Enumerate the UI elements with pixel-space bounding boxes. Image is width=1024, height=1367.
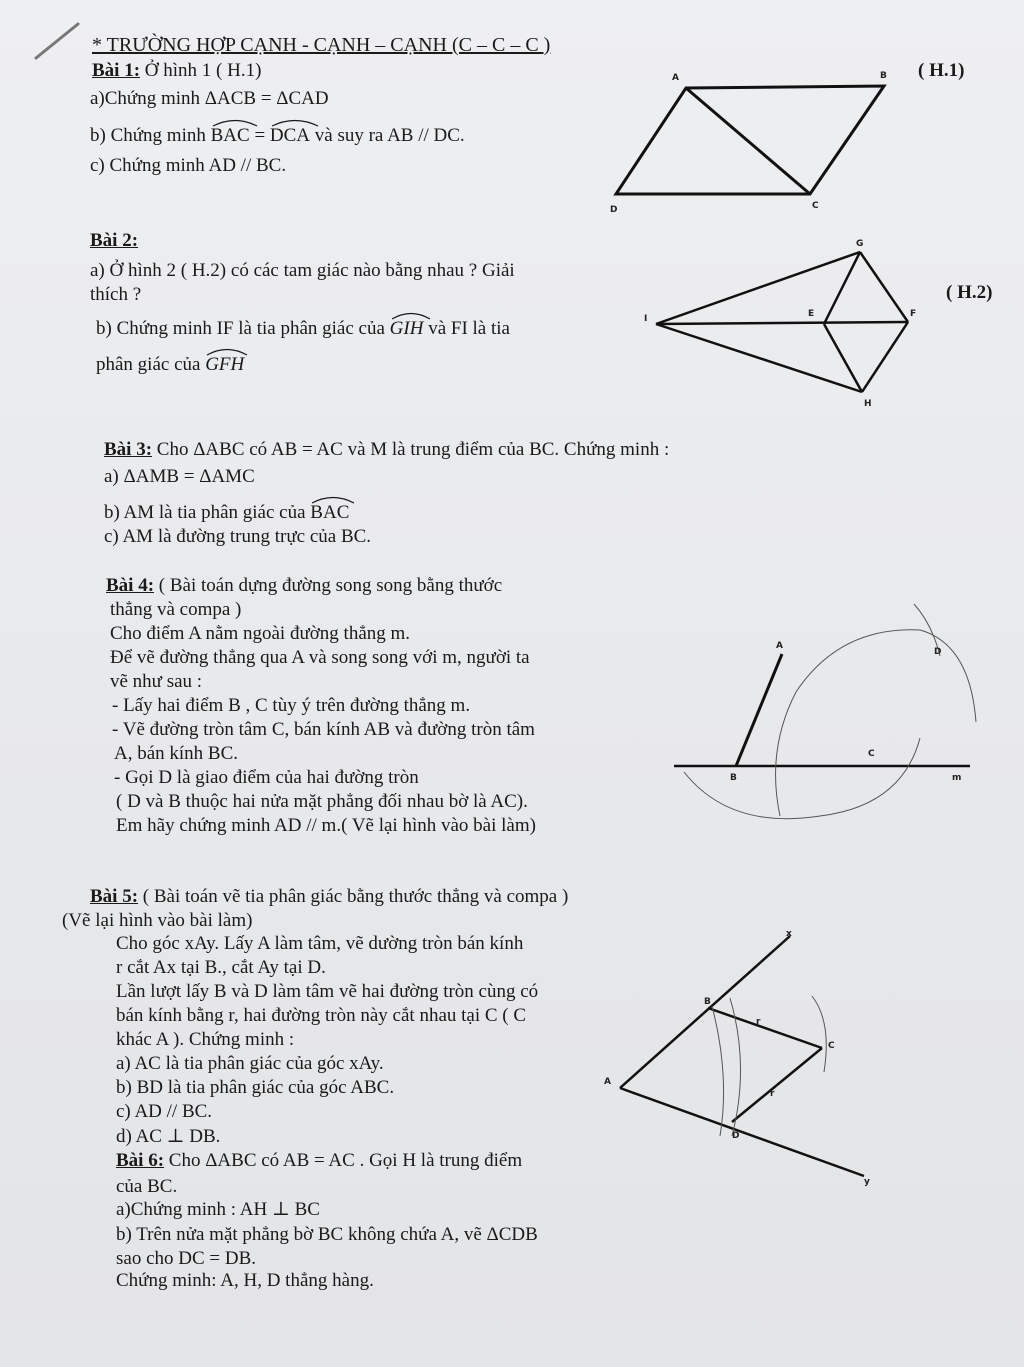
bai5-line-0 xyxy=(90,886,568,908)
bai5-line-7: a) AC là tia phân giác của góc xAy. xyxy=(116,1053,384,1074)
bai3-c: c) AM là đường trung trực của BC. xyxy=(104,526,372,547)
bai2-angle-gih: GIH xyxy=(389,318,424,339)
bai1-heading xyxy=(92,60,261,82)
bai1-b xyxy=(90,125,465,147)
bai5-line-2: Cho góc xAy. Lấy A làm tâm, vẽ dường tròn bán kính xyxy=(116,933,524,954)
h2-point-h: H xyxy=(864,399,872,409)
bai2-b-line2 xyxy=(96,354,244,376)
h2-point-f: F xyxy=(910,309,917,319)
bai4-line-m: m xyxy=(952,773,962,783)
bai4-line-5: - Lấy hai điểm B , C tùy ý trên đường thẳng m. xyxy=(112,695,471,716)
pencil-mark xyxy=(32,18,84,62)
bai3-angle-bac: BAC xyxy=(310,502,350,523)
bai4-line-1: thẳng và compa ) xyxy=(110,599,242,620)
bai4-line-10: Em hãy chứng minh AD // m.( Vẽ lại hình vào bài làm) xyxy=(116,815,536,836)
bai5-radius-label-2: r xyxy=(770,1089,775,1099)
bai1-angle-dca: DCA xyxy=(269,125,311,146)
h2-point-i: I xyxy=(644,314,648,324)
bai4-line-2: Cho điểm A nằm ngoài đường thẳng m. xyxy=(110,623,411,644)
bai4-line-3: Để vẽ đường thẳng qua A và song song với m, người ta xyxy=(110,647,530,668)
bai4-point-a: A xyxy=(776,641,783,651)
bai1-angle-bac: BAC xyxy=(210,125,250,146)
bai2-b-pre: b) Chứng minh IF là tia phân giác của xyxy=(96,318,390,339)
angle-arc xyxy=(310,494,356,504)
bai4-line-7: A, bán kính BC. xyxy=(114,743,239,764)
bai1-a: a)Chứng minh ΔACB = ΔCAD xyxy=(90,88,329,109)
bai2-b-line1 xyxy=(96,318,510,340)
angle-arc xyxy=(205,346,249,356)
bai1-c: c) Chứng minh AD // BC. xyxy=(90,155,287,176)
bai5-point-d: D xyxy=(732,1131,740,1141)
bai5-line-6: khác A ). Chứng minh : xyxy=(116,1029,295,1050)
bai5-point-b: B xyxy=(704,997,711,1007)
bai3-b-pre: b) AM là tia phân giác của xyxy=(104,502,311,523)
bai4-point-c: C xyxy=(868,749,875,759)
figure-bai4 xyxy=(670,600,990,840)
bai5-line-9: c) AD // BC. xyxy=(116,1101,213,1122)
h2-point-e: E xyxy=(808,309,815,319)
bai6-line-5: Chứng minh: A, H, D thẳng hàng. xyxy=(116,1270,374,1291)
bai6-text-0: Cho ΔABC có AB = AC . Gọi H là trung điểm xyxy=(164,1150,523,1171)
bai4-line-4: vẽ như sau : xyxy=(110,671,203,692)
bai5-line-10: d) AC ⊥ DB. xyxy=(116,1126,221,1147)
bai3-a: a) ΔAMB = ΔAMC xyxy=(104,466,255,487)
bai5-ray-y: y xyxy=(864,1177,870,1187)
bai3-b xyxy=(104,502,349,524)
bai1-b-post: và suy ra AB // DC. xyxy=(310,125,465,146)
bai1-intro: Ở hình 1 ( H.1) xyxy=(140,60,262,81)
h1-point-b: B xyxy=(880,71,887,81)
figure-h1 xyxy=(600,66,900,216)
angle-arc xyxy=(270,117,320,127)
bai6-line-2: a)Chứng minh : AH ⊥ BC xyxy=(116,1199,320,1220)
bai4-title: Bài 4: xyxy=(106,575,155,596)
bai3-title: Bài 3: xyxy=(104,439,153,460)
bai2-b2-pre: phân giác của xyxy=(96,354,206,375)
bai3-intro: Cho ΔABC có AB = AC và M là trung điểm của BC. Chứng minh : xyxy=(152,439,670,460)
h2-point-g: G xyxy=(856,239,864,249)
bai5-title: Bài 5: xyxy=(90,886,139,907)
bai4-point-b: B xyxy=(730,773,737,783)
bai4-line-6: - Vẽ đường tròn tâm C, bán kính AB và đường tròn tâm xyxy=(112,719,535,740)
bai1-title: Bài 1: xyxy=(92,60,141,81)
bai5-line-5: bán kính bằng r, hai đường tròn này cắt nhau tại C ( C xyxy=(116,1005,527,1026)
worksheet-header: * TRƯỜNG HỢP CẠNH - CẠNH – CẠNH (C – C – C ) xyxy=(92,34,551,56)
bai4-text-0: ( Bài toán dựng đường song song bằng thước xyxy=(154,575,503,596)
bai5-text-0: ( Bài toán vẽ tia phân giác bằng thước thẳng và compa ) xyxy=(138,886,569,907)
figure-label-h1: ( H.1) xyxy=(918,60,965,81)
bai5-line-1: (Vẽ lại hình vào bài làm) xyxy=(62,910,253,931)
bai2-a-line1: a) Ở hình 2 ( H.2) có các tam giác nào bằng nhau ? Giải xyxy=(90,260,515,281)
bai2-angle-gfh: GFH xyxy=(205,354,245,375)
h1-point-c: C xyxy=(812,201,819,211)
bai6-line-0 xyxy=(116,1150,522,1172)
bai5-point-c: C xyxy=(828,1041,835,1051)
bai2-b-post: và FI là tia xyxy=(423,318,510,339)
figure-bai5 xyxy=(600,926,900,1186)
angle-arc xyxy=(211,117,259,127)
bai1-b-pre: b) Chứng minh xyxy=(90,125,211,146)
figure-label-h2: ( H.2) xyxy=(946,282,993,303)
bai4-line-8: - Gọi D là giao điểm của hai đường tròn xyxy=(114,767,419,788)
bai3-heading xyxy=(104,439,669,461)
bai6-line-1: của BC. xyxy=(116,1176,178,1197)
bai4-line-0 xyxy=(106,575,502,597)
bai6-title: Bài 6: xyxy=(116,1150,165,1171)
bai2-a-line2: thích ? xyxy=(90,284,142,305)
bai6-line-3: b) Trên nửa mặt phẳng bờ BC không chứa A, vẽ ΔCDB xyxy=(116,1224,538,1245)
angle-arc xyxy=(390,310,432,320)
bai1-b-eq: = xyxy=(249,125,270,146)
bai4-point-d: D xyxy=(934,647,942,657)
bai5-radius-label-1: r xyxy=(756,1017,761,1027)
bai2-title: Bài 2: xyxy=(90,230,139,251)
h1-point-a: A xyxy=(672,73,679,83)
bai5-line-4: Lần lượt lấy B và D làm tâm vẽ hai đường tròn cùng có xyxy=(116,981,539,1002)
bai5-point-a: A xyxy=(604,1077,611,1087)
bai4-line-9: ( D và B thuộc hai nửa mặt phẳng đối nhau bờ là AC). xyxy=(116,791,528,812)
figure-h2 xyxy=(640,236,940,409)
bai5-ray-x: x xyxy=(786,929,792,939)
bai6-line-4: sao cho DC = DB. xyxy=(116,1248,257,1269)
h1-point-d: D xyxy=(610,205,618,215)
bai5-line-8: b) BD là tia phân giác của góc ABC. xyxy=(116,1077,395,1098)
bai5-line-3: r cắt Ax tại B., cắt Ay tại D. xyxy=(116,957,326,978)
bai2-heading xyxy=(90,230,138,252)
